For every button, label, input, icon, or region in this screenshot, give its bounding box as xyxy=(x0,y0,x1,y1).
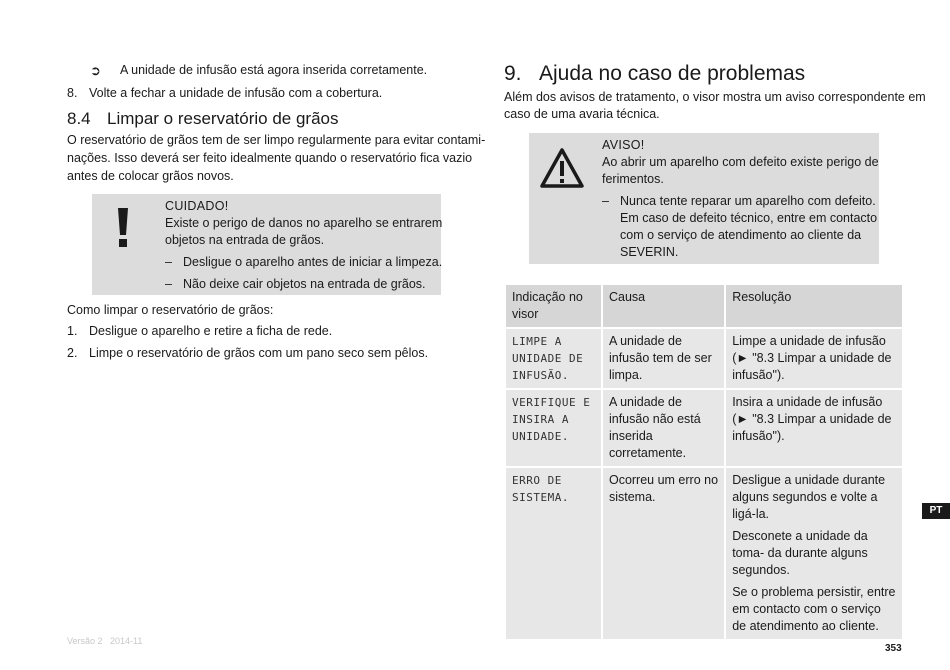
step-text: Limpe o reservatório de grãos com um pano seco sem pêlos. xyxy=(89,346,429,360)
header-cell: Indicação no visor xyxy=(506,285,601,327)
page-number: 353 xyxy=(885,643,902,654)
caution-bullet: Desligue o aparelho antes de iniciar a limpeza. xyxy=(183,255,443,269)
display-message-cell: VERIFIQUE E INSIRA A UNIDADE. xyxy=(506,390,601,466)
resolution-text: Limpe a unidade de infusão (► "8.3 Limpar a unidade de infusão"). xyxy=(732,334,892,382)
bullet-dash: – xyxy=(602,194,609,208)
intro-line: nações. Isso deverá ser feito idealmente quando o reservatório fica vazio xyxy=(67,151,473,165)
section-number: 9. xyxy=(504,62,522,85)
result-text: A unidade de infusão está agora inserida corretamente. xyxy=(120,63,428,77)
section-number: 8.4 xyxy=(67,109,91,128)
warning-bullet: Nunca tente reparar um aparelho com defeito. xyxy=(620,194,876,208)
cause-cell: Ocorreu um erro no sistema. xyxy=(603,468,724,639)
warning-bullet: Em caso de defeito técnico, entre em contacto xyxy=(620,211,878,225)
table-row xyxy=(506,329,902,388)
version-footer: Versão 2 2014-11 xyxy=(67,636,143,646)
bullet-dash: – xyxy=(165,277,172,291)
warning-box xyxy=(529,133,879,264)
step-text: Volte a fechar a unidade de infusão com a cobertura. xyxy=(89,86,383,100)
intro-line: antes de colocar grãos novos. xyxy=(67,169,234,183)
resolution-cell xyxy=(726,468,902,639)
step-number: 8. xyxy=(67,86,78,100)
display-message-cell: ERRO DE SISTEMA. xyxy=(506,468,601,639)
resolution-text: Desconete a unidade da toma- da durante alguns segundos. xyxy=(732,529,868,577)
caution-text: objetos na entrada de grãos. xyxy=(165,233,325,247)
table-header-row xyxy=(506,285,902,327)
caution-title: CUIDADO! xyxy=(165,199,229,213)
resolution-text: Insira a unidade de infusão (► "8.3 Limpar a unidade de infusão"). xyxy=(732,395,892,443)
intro-line: Além dos avisos de tratamento, o visor mostra um aviso correspondente em xyxy=(504,90,926,104)
troubleshooting-table xyxy=(504,283,904,641)
step-number: 2. xyxy=(67,346,78,360)
intro-line: caso de uma avaria técnica. xyxy=(504,107,660,121)
warning-bullet: com o serviço de atendimento ao cliente da xyxy=(620,228,862,242)
resolution-cell xyxy=(726,329,902,388)
language-badge: PT xyxy=(922,503,950,519)
warning-bullet: SEVERIN. xyxy=(620,245,679,259)
exclamation-icon xyxy=(116,208,130,248)
warning-title: AVISO! xyxy=(602,138,645,152)
resolution-cell xyxy=(726,390,902,466)
table-row xyxy=(506,468,902,639)
caution-bullet: Não deixe cair objetos na entrada de grãos. xyxy=(183,277,426,291)
caution-box xyxy=(92,194,441,295)
resolution-text: Desligue a unidade durante alguns segundos e volte a ligá-la. xyxy=(732,473,886,521)
step-number: 1. xyxy=(67,324,78,338)
table-row xyxy=(506,390,902,466)
how-to-text: Como limpar o reservatório de grãos: xyxy=(67,303,274,317)
resolution-text: Se o problema persistir, entre em contacto com o serviço de atendimento ao cliente. xyxy=(732,585,896,633)
warning-text: Ao abrir um aparelho com defeito existe perigo de xyxy=(602,155,879,169)
caution-text: Existe o perigo de danos no aparelho se entrarem xyxy=(165,216,443,230)
intro-line: O reservatório de grãos tem de ser limpo regularmente para evitar contami- xyxy=(67,133,486,147)
header-cell: Causa xyxy=(603,285,724,327)
warning-text: ferimentos. xyxy=(602,172,664,186)
cause-cell: A unidade de infusão não está inserida corretamente. xyxy=(603,390,724,466)
arrow-icon: ➲ xyxy=(90,63,101,78)
display-message-cell: LIMPE A UNIDADE DE INFUSÃO. xyxy=(506,329,601,388)
section-title: Ajuda no caso de problemas xyxy=(539,62,806,85)
bullet-dash: – xyxy=(165,255,172,269)
header-cell: Resolução xyxy=(726,285,902,327)
warning-triangle-icon xyxy=(539,147,585,189)
cause-cell: A unidade de infusão tem de ser limpa. xyxy=(603,329,724,388)
step-text: Desligue o aparelho e retire a ficha de rede. xyxy=(89,324,333,338)
section-title: Limpar o reservatório de grãos xyxy=(107,109,339,128)
